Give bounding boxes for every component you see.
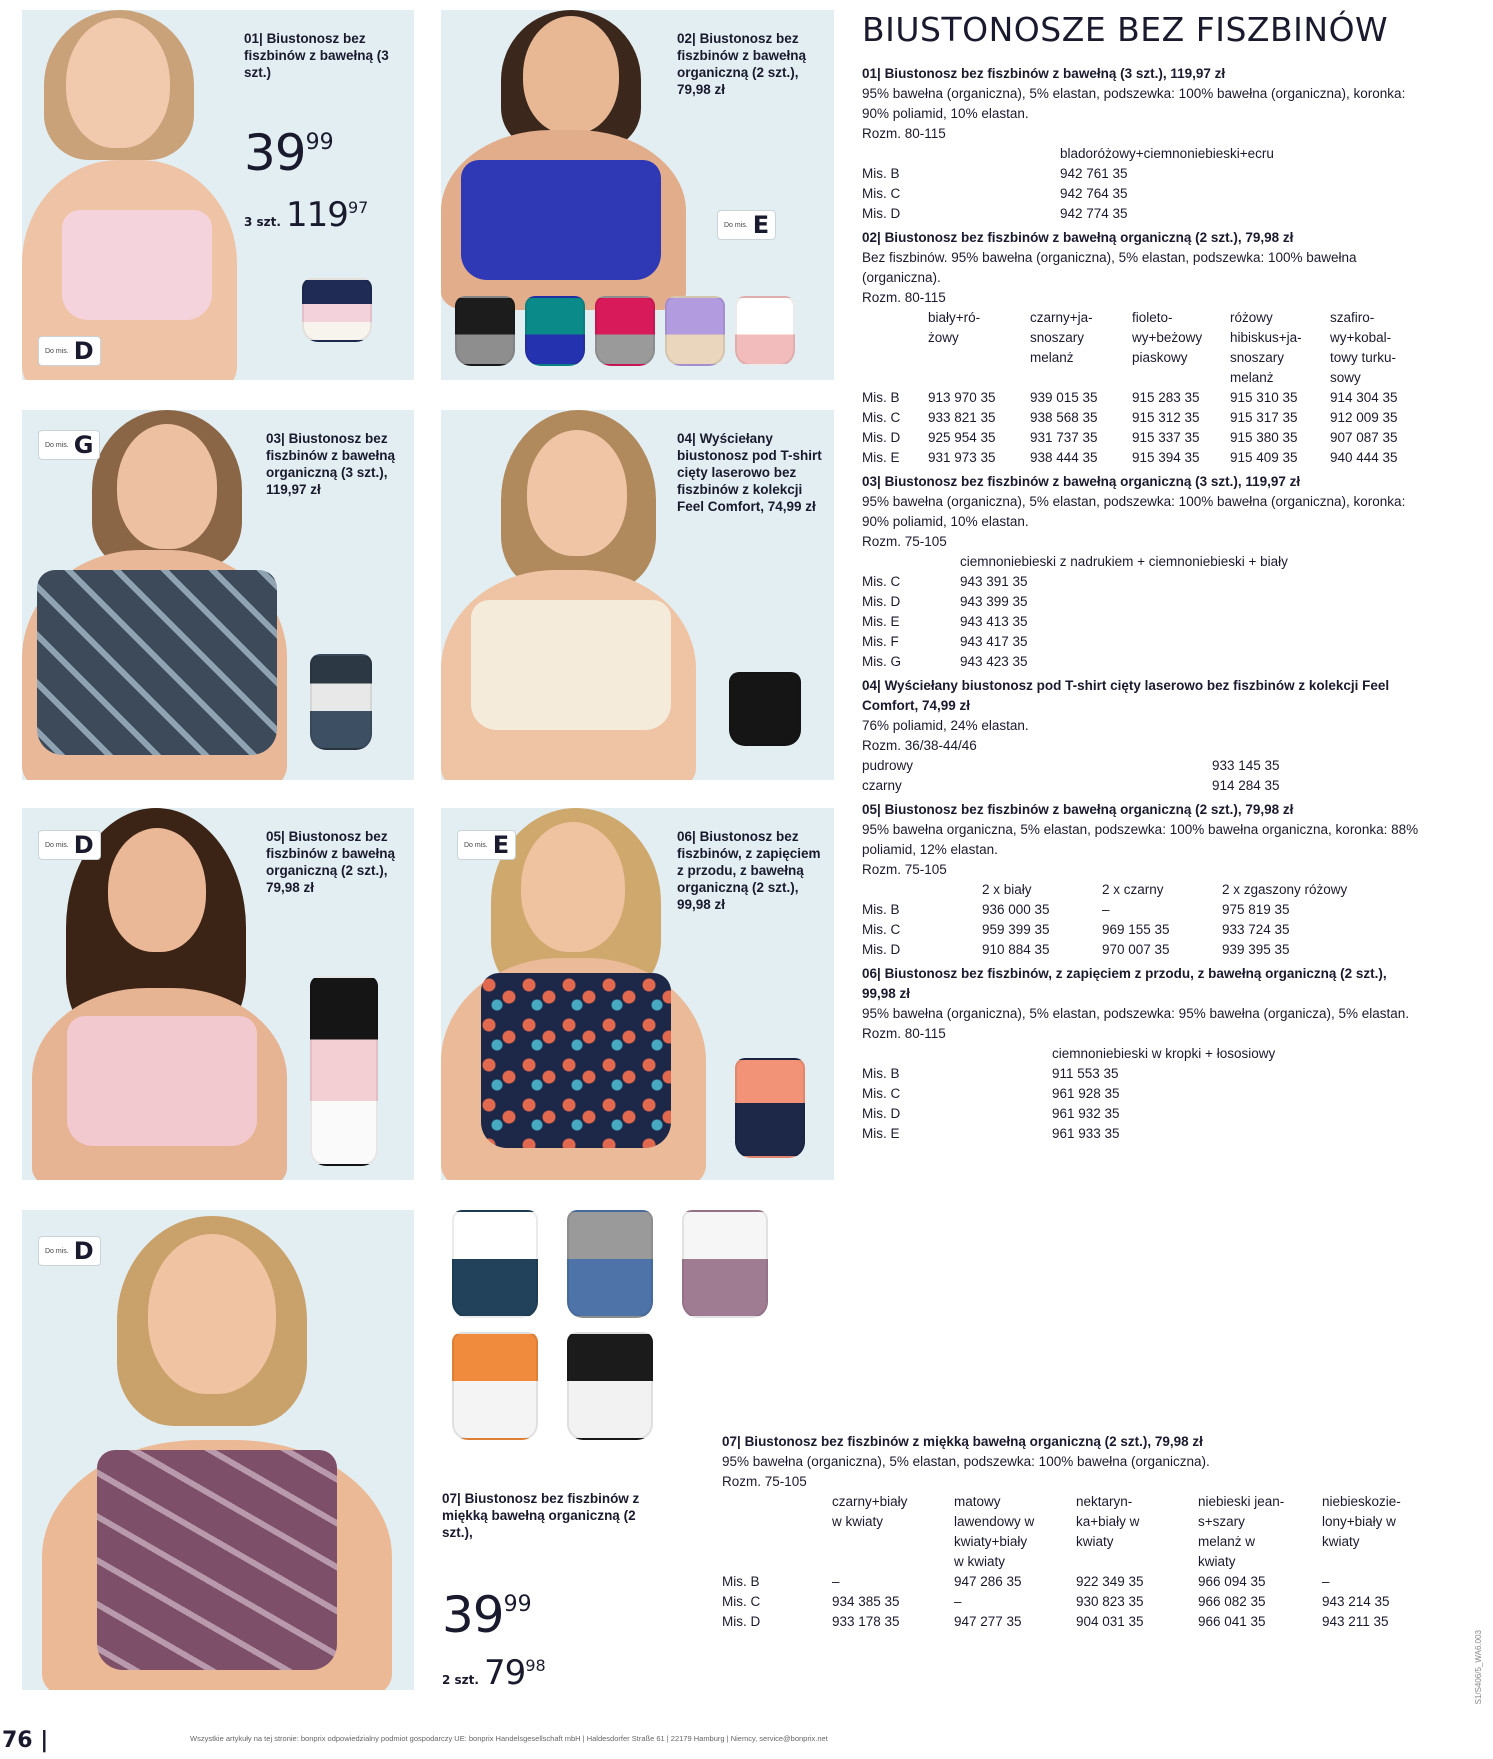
article-code: 936 000 35 bbox=[982, 902, 1050, 917]
article-code: 939 015 35 bbox=[1030, 390, 1098, 405]
panel-label: 02| Biustonosz bez fiszbinów z bawełną organiczną (2 szt.), 79,98 zł bbox=[677, 31, 807, 97]
product-heading: 05| Biustonosz bez fiszbinów z bawełną organiczną (2 szt.), 79,98 zł bbox=[862, 802, 1294, 817]
cup-row-label: Mis. B bbox=[862, 902, 900, 917]
article-code: 925 954 35 bbox=[928, 430, 996, 445]
article-code: 961 933 35 bbox=[1052, 1126, 1120, 1141]
article-code: 933 724 35 bbox=[1222, 922, 1290, 937]
article-code: 943 211 35 bbox=[1322, 1614, 1389, 1629]
article-code: 915 409 35 bbox=[1230, 450, 1298, 465]
thumbnail-bra-07-lavender bbox=[682, 1210, 768, 1318]
article-code: 915 310 35 bbox=[1230, 390, 1298, 405]
product-block-04 bbox=[862, 676, 1424, 796]
article-code: 922 349 35 bbox=[1076, 1574, 1144, 1589]
article-code: 904 031 35 bbox=[1076, 1614, 1144, 1629]
product-image-bra bbox=[97, 1450, 337, 1670]
cup-row-label: Mis. D bbox=[862, 942, 901, 957]
article-code: 913 970 35 bbox=[928, 390, 996, 405]
price-single: 3999 bbox=[244, 124, 334, 182]
article-code: 943 423 35 bbox=[960, 654, 1028, 669]
product-heading: 07| Biustonosz bez fiszbinów z miękką bawełną organiczną (2 szt.), 79,98 zł bbox=[722, 1434, 1203, 1449]
article-code: 933 145 35 bbox=[1212, 758, 1280, 773]
article-code: 943 214 35 bbox=[1322, 1594, 1390, 1609]
product-panel-02[interactable] bbox=[441, 10, 834, 380]
article-code-table bbox=[862, 1044, 1275, 1144]
article-code: 961 928 35 bbox=[1052, 1086, 1120, 1101]
size-range: Rozm. 80-115 bbox=[862, 1026, 946, 1041]
color-column: ciemnoniebieski z nadrukiem + ciemnoniebieski + biały bbox=[960, 554, 1288, 569]
article-code: 911 553 35 bbox=[1052, 1066, 1119, 1081]
cup-row-label: Mis. D bbox=[862, 206, 901, 221]
model-face bbox=[108, 828, 206, 952]
product-image-bra bbox=[67, 1016, 257, 1146]
article-code: 912 009 35 bbox=[1330, 410, 1398, 425]
thumbnail-bra-07-grey-blue bbox=[567, 1210, 653, 1318]
article-code: – bbox=[1102, 902, 1110, 917]
article-code-table bbox=[862, 552, 1288, 672]
size-range: Rozm. 75-105 bbox=[862, 534, 947, 549]
product-block-06 bbox=[862, 964, 1424, 1144]
article-code: 910 884 35 bbox=[982, 942, 1050, 957]
cup-row-label: Mis. D bbox=[722, 1614, 761, 1629]
color-column: 2 x czarny bbox=[1102, 882, 1164, 897]
article-code: 934 385 35 bbox=[832, 1594, 900, 1609]
article-code: 969 155 35 bbox=[1102, 922, 1170, 937]
color-column: fioleto- wy+beżowy piaskowy bbox=[1132, 310, 1203, 365]
product-block-05 bbox=[862, 800, 1424, 960]
article-code: 933 178 35 bbox=[832, 1614, 900, 1629]
thumbnail-bra-black bbox=[729, 672, 801, 746]
article-code-table bbox=[862, 756, 1280, 796]
product-description: 95% bawełna organiczna, 5% elastan, podszewka: 100% bawełna organiczna, koronka: 88% poliamid, 12% elastan. bbox=[862, 822, 1419, 857]
article-code: 931 737 35 bbox=[1030, 430, 1098, 445]
cup-row-label: Mis. G bbox=[862, 654, 901, 669]
product-description: 95% bawełna (organiczna), 5% elastan, podszewka: 100% bawełna (organiczna), koronka: 90% poliamid, 10% elastan. bbox=[862, 494, 1406, 529]
color-column: szafiro- wy+kobal- towy turku- sowy bbox=[1330, 310, 1397, 385]
thumbnail-bra-07-nectarine bbox=[452, 1332, 538, 1440]
cup-size-badge: Do mis. D bbox=[38, 830, 101, 860]
article-code: 942 764 35 bbox=[1060, 186, 1128, 201]
legal-footnote: Wszystkie artykuły na tej stronie: bonprix odpowiedzialny podmiot gospodarczy UE: bonprix Handelsgesellschaft mbH | Haldesdorfer Straße 61 | 22179 Hamburg | Niemcy, service@bonprix.net bbox=[190, 1734, 828, 1743]
panel-label: 05| Biustonosz bez fiszbinów z bawełną organiczną (2 szt.), 79,98 zł bbox=[266, 829, 396, 895]
color-column: biały+ró- żowy bbox=[928, 310, 981, 345]
article-code: 940 444 35 bbox=[1330, 450, 1398, 465]
cup-row-label: Mis. D bbox=[862, 430, 901, 445]
product-block-03 bbox=[862, 472, 1424, 672]
cup-row-label: Mis. B bbox=[722, 1574, 760, 1589]
size-range: Rozm. 75-105 bbox=[862, 862, 947, 877]
cup-row-label: Mis. B bbox=[862, 166, 900, 181]
page-footer bbox=[0, 1728, 1493, 1753]
panel-label: 03| Biustonosz bez fiszbinów z bawełną organiczną (3 szt.), 119,97 zł bbox=[266, 431, 396, 497]
product-description: Bez fiszbinów. 95% bawełna (organiczna), 5% elastan, podszewka: 100% bawełna (organiczna). bbox=[862, 250, 1357, 285]
color-column: bladoróżowy+ciemnoniebieski+ecru bbox=[1060, 146, 1274, 161]
model-face bbox=[527, 430, 627, 556]
article-code-table bbox=[722, 1492, 1401, 1632]
product-heading: 06| Biustonosz bez fiszbinów, z zapięciem z przodu, z bawełną organiczną (2 szt.), 99,98 zł bbox=[862, 966, 1387, 1001]
thumbnail-bra-lilac bbox=[665, 296, 725, 366]
color-column: 2 x zgaszony różowy bbox=[1222, 882, 1348, 897]
cup-row-label: Mis. D bbox=[862, 1106, 901, 1121]
cup-row-label: Mis. C bbox=[862, 1086, 901, 1101]
product-image-bra bbox=[37, 570, 277, 755]
cup-size-badge: Do mis. E bbox=[457, 830, 516, 860]
color-column: niebieskozie- lony+biały w kwiaty bbox=[1322, 1494, 1401, 1549]
article-code: 947 286 35 bbox=[954, 1574, 1022, 1589]
thumbnail-bra-set bbox=[735, 1058, 805, 1158]
thumbnail-bra-set bbox=[310, 654, 372, 750]
product-block-07 bbox=[722, 1432, 1444, 1632]
article-code: 966 041 35 bbox=[1198, 1614, 1266, 1629]
article-code: 975 819 35 bbox=[1222, 902, 1290, 917]
product-description: 95% bawełna (organiczna), 5% elastan, podszewka: 100% bawełna (organiczna), koronka: 90% poliamid, 10% elastan. bbox=[862, 86, 1406, 121]
size-range: Rozm. 80-115 bbox=[862, 290, 946, 305]
article-code: 942 761 35 bbox=[1060, 166, 1128, 181]
article-code: 943 399 35 bbox=[960, 594, 1028, 609]
color-column: czarny+ja- snoszary melanż bbox=[1030, 310, 1093, 365]
cup-row-label: Mis. C bbox=[862, 574, 901, 589]
product-description: 95% bawełna (organiczna), 5% elastan, podszewka: 95% bawełna (organicza), 5% elastan. bbox=[862, 1006, 1410, 1021]
cup-row-label: Mis. C bbox=[862, 410, 901, 425]
article-code: 907 087 35 bbox=[1330, 430, 1398, 445]
article-code: 915 380 35 bbox=[1230, 430, 1298, 445]
product-panel-05[interactable] bbox=[22, 808, 414, 1180]
product-image-bra bbox=[461, 160, 661, 280]
cup-size-badge: Do mis. D bbox=[38, 336, 101, 366]
cup-row-label: Mis. B bbox=[862, 1066, 900, 1081]
article-code: 938 568 35 bbox=[1030, 410, 1098, 425]
article-code: 915 394 35 bbox=[1132, 450, 1200, 465]
cup-row-label: Mis. C bbox=[862, 922, 901, 937]
article-code: – bbox=[832, 1574, 840, 1589]
product-heading: 04| Wyściełany biustonosz pod T-shirt cięty laserowo bez fiszbinów z kolekcji Feel Comfort, 74,99 zł bbox=[862, 678, 1390, 713]
article-code: 915 283 35 bbox=[1132, 390, 1200, 405]
panel-label: 01| Biustonosz bez fiszbinów z bawełną (3 szt.) bbox=[244, 31, 389, 80]
cup-row-label: Mis. E bbox=[862, 614, 900, 629]
product-image-bra bbox=[471, 600, 671, 730]
cup-row-label: Mis. E bbox=[862, 450, 900, 465]
product-image-bra bbox=[62, 210, 212, 320]
panel-label: 06| Biustonosz bez fiszbinów, z zapięciem z przodu, z bawełną organiczną (2 szt.), 99,98 zł bbox=[677, 829, 821, 912]
thumbnail-bra-set bbox=[310, 976, 378, 1166]
article-code: 930 823 35 bbox=[1076, 1594, 1144, 1609]
cup-row-label: Mis. F bbox=[862, 634, 899, 649]
product-heading: 03| Biustonosz bez fiszbinów z bawełną organiczną (3 szt.), 119,97 zł bbox=[862, 474, 1301, 489]
article-code: 931 973 35 bbox=[928, 450, 996, 465]
article-code: 939 395 35 bbox=[1222, 942, 1290, 957]
panel-label: 04| Wyściełany biustonosz pod T-shirt cięty laserowo bez fiszbinów z kolekcji Feel Comfort, 74,99 zł bbox=[677, 431, 822, 514]
article-code-table bbox=[862, 880, 1347, 960]
thumbnail-bra-set bbox=[302, 278, 372, 342]
thumbnail-bra-07-black bbox=[567, 1332, 653, 1440]
page-title: BIUSTONOSZE BEZ FISZBINÓW bbox=[862, 10, 1389, 49]
cup-row-label: Mis. B bbox=[862, 390, 900, 405]
article-code: 938 444 35 bbox=[1030, 450, 1098, 465]
model-face bbox=[66, 18, 170, 148]
cup-row-label: Mis. E bbox=[862, 1126, 900, 1141]
product-panel-06[interactable] bbox=[441, 808, 834, 1180]
color-column: niebieski jean- s+szary melanż w kwiaty bbox=[1198, 1494, 1285, 1569]
product-panel-01[interactable] bbox=[22, 10, 414, 380]
article-code: 970 007 35 bbox=[1102, 942, 1170, 957]
article-code: 947 277 35 bbox=[954, 1614, 1022, 1629]
product-panel-04[interactable] bbox=[441, 410, 834, 780]
product-panel-07[interactable] bbox=[22, 1210, 414, 1690]
article-code: 914 284 35 bbox=[1212, 778, 1280, 793]
color-column: ciemnoniebieski w kropki + łososiowy bbox=[1052, 1046, 1276, 1061]
article-code: 961 932 35 bbox=[1052, 1106, 1120, 1121]
product-heading: 01| Biustonosz bez fiszbinów z bawełną (3 szt.), 119,97 zł bbox=[862, 66, 1226, 81]
color-column: matowy lawendowy w kwiaty+biały w kwiaty bbox=[954, 1494, 1035, 1569]
article-code: 943 391 35 bbox=[960, 574, 1028, 589]
thumbnail-bra-07-jeans bbox=[452, 1210, 538, 1318]
article-code: 915 312 35 bbox=[1132, 410, 1200, 425]
color-column: nektaryn- ka+biały w kwiaty bbox=[1076, 1494, 1140, 1549]
article-code: 942 774 35 bbox=[1060, 206, 1128, 221]
thumbnail-bra-black bbox=[455, 296, 515, 366]
color-row-label: czarny bbox=[862, 778, 902, 793]
article-code-table bbox=[862, 308, 1398, 468]
product-details-column bbox=[862, 6, 1424, 1148]
cup-row-label: Mis. C bbox=[722, 1594, 761, 1609]
product-heading: 02| Biustonosz bez fiszbinów z bawełną organiczną (2 szt.), 79,98 zł bbox=[862, 230, 1294, 245]
product-block-01 bbox=[862, 64, 1424, 224]
size-range: Rozm. 80-115 bbox=[862, 126, 946, 141]
article-code: – bbox=[954, 1594, 962, 1609]
cup-row-label: Mis. C bbox=[862, 186, 901, 201]
thumbnail-bra-white-pink bbox=[735, 296, 795, 366]
cup-row-label: Mis. D bbox=[862, 594, 901, 609]
thumbnail-bra-pink bbox=[595, 296, 655, 366]
panel-label-07: 07| Biustonosz bez fiszbinów z miękką bawełną organiczną (2 szt.), bbox=[442, 1491, 640, 1540]
article-code: 915 317 35 bbox=[1230, 410, 1298, 425]
article-code: 966 094 35 bbox=[1198, 1574, 1266, 1589]
product-panel-03[interactable] bbox=[22, 410, 414, 780]
color-column: różowy hibiskus+ja- snoszary melanż bbox=[1230, 310, 1302, 385]
page-number: 76 | bbox=[2, 1728, 49, 1753]
price-multi-07: 2 szt. 7998 bbox=[442, 1653, 546, 1693]
article-code-table bbox=[862, 144, 1274, 224]
size-range: Rozm. 36/38-44/46 bbox=[862, 738, 977, 753]
price-single-07: 3999 bbox=[442, 1586, 532, 1644]
article-code: 943 417 35 bbox=[960, 634, 1028, 649]
article-code: 914 304 35 bbox=[1330, 390, 1398, 405]
cup-size-badge: Do mis. E bbox=[717, 210, 776, 240]
thumbnail-bra-sapphire bbox=[525, 296, 585, 366]
model-face bbox=[523, 16, 619, 134]
article-code: 943 413 35 bbox=[960, 614, 1028, 629]
color-column: 2 x biały bbox=[982, 882, 1032, 897]
cup-size-badge: Do mis. D bbox=[38, 1236, 101, 1266]
model-face bbox=[148, 1234, 276, 1394]
model-face bbox=[117, 424, 217, 549]
price-multi: 3 szt. 11997 bbox=[244, 195, 369, 235]
product-block-02 bbox=[862, 228, 1424, 468]
article-code: – bbox=[1322, 1574, 1330, 1589]
model-face bbox=[521, 822, 625, 952]
product-image-bra bbox=[481, 973, 671, 1148]
catalog-side-code: S1/S406/5_WA6.003 bbox=[1474, 1630, 1483, 1705]
article-code: 966 082 35 bbox=[1198, 1594, 1266, 1609]
article-code: 933 821 35 bbox=[928, 410, 996, 425]
product-description: 95% bawełna (organiczna), 5% elastan, podszewka: 100% bawełna (organiczna). bbox=[722, 1454, 1210, 1469]
article-code: 959 399 35 bbox=[982, 922, 1050, 937]
cup-size-badge: Do mis. G bbox=[38, 430, 100, 460]
color-row-label: pudrowy bbox=[862, 758, 914, 773]
article-code: 915 337 35 bbox=[1132, 430, 1200, 445]
product-description: 76% poliamid, 24% elastan. bbox=[862, 718, 1029, 733]
color-column: czarny+biały w kwiaty bbox=[832, 1494, 908, 1529]
size-range: Rozm. 75-105 bbox=[722, 1474, 807, 1489]
